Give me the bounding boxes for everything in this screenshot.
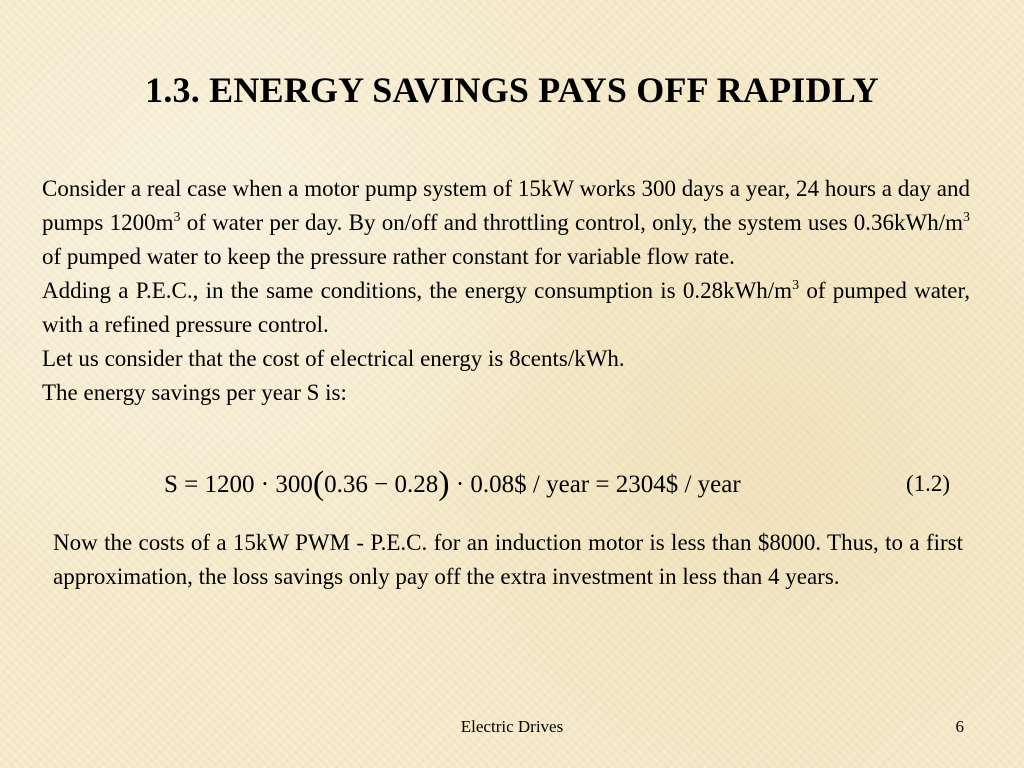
text-segment: Adding a P.E.C., in the same conditions, the energy consumption is 0.28kWh/m [42,278,793,303]
paragraph-pec-consumption [42,274,970,342]
conclusion-text [53,526,963,594]
paragraph-conclusion: Now the costs of a 15kW PWM - P.E.C. for an induction motor is less than $8000. Thus, to a first approximation, the loss savings only pay off the extra investment in less than 4 years. [53,530,963,589]
superscript: 3 [173,210,181,225]
equation-row [0,462,1024,506]
text-segment: of pumped water to keep the pressure rather constant for variable flow rate. [42,244,735,269]
superscript: 3 [792,278,800,293]
body-text [42,172,970,410]
equation-rhs: · 0.08$ / year = 2304$ / year [449,471,741,498]
paragraph-energy-cost: Let us consider that the cost of electrical energy is 8cents/kWh. [42,346,625,371]
paragraph-case-description [42,172,970,274]
slide-title: 1.3. ENERGY SAVINGS PAYS OFF RAPIDLY [145,70,879,110]
footer-title: Electric Drives [460,717,564,736]
equation-number: (1.2) [906,471,951,496]
equation-close-paren: ) [438,465,450,502]
equation-lhs: S = 1200 · 300 [164,471,313,498]
savings-equation [164,462,741,507]
superscript: 3 [963,210,971,225]
text-segment: of water per day. By on/off and throttling control, only, the system uses 0.36kWh/m [180,210,964,235]
paragraph-savings-intro: The energy savings per year S is: [42,380,347,405]
equation-inner: 0.36 − 0.28 [324,471,439,498]
page-number: 6 [955,717,964,736]
text-segment: of pumped water, with a refined pressure control. [42,278,970,337]
equation-open-paren: ( [312,465,325,502]
text-segment: Consider a real case when a motor pump system of 15kW works 300 days a year, 24 hours a day and pumps 1200m [42,176,970,235]
